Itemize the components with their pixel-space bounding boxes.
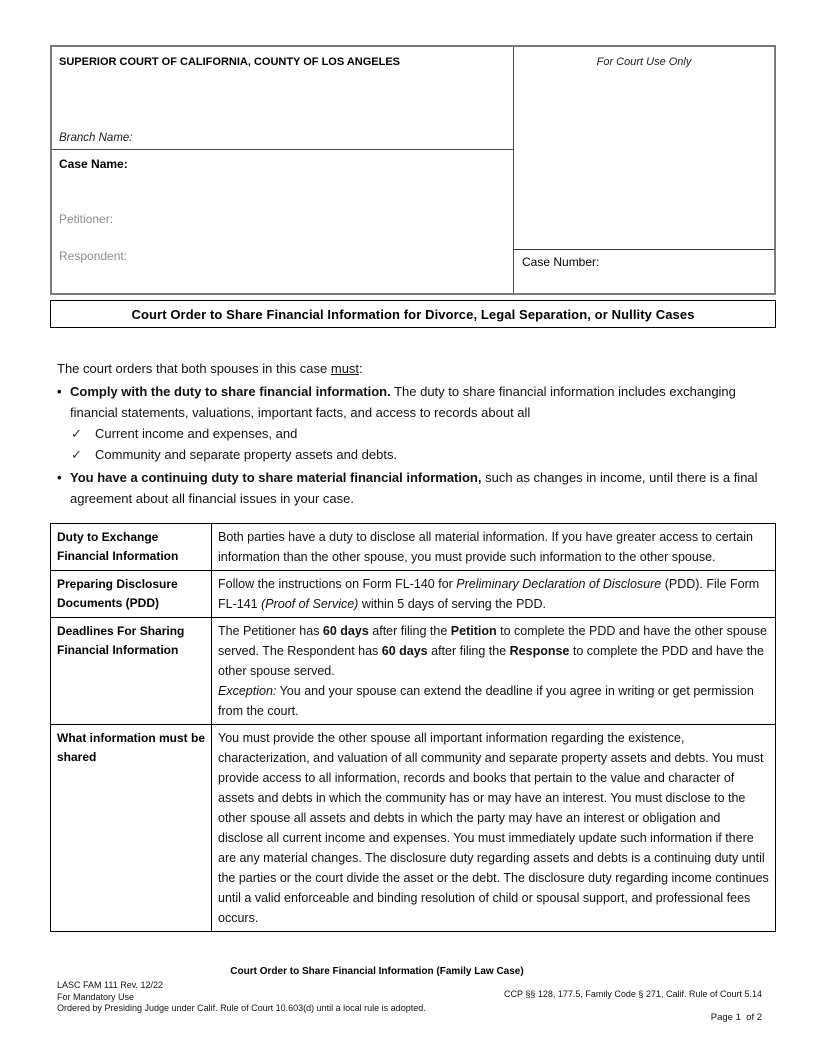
case-name-label: Case Name: — [59, 157, 128, 171]
case-number-field[interactable] — [614, 253, 768, 271]
court-orders-section — [57, 358, 765, 509]
text-segment: 60 days — [322, 624, 369, 638]
text-segment: (Proof of Service) — [261, 597, 359, 611]
case-number-label: Case Number: — [522, 255, 600, 269]
text-segment: such as changes in income, until there is a final agreement about all financial issues in your case. — [70, 470, 758, 506]
court-orders-list — [57, 381, 765, 509]
petitioner-field[interactable] — [132, 210, 505, 228]
form-title: Court Order to Share Financial Information for Divorce, Legal Separation, or Nullity Cases — [131, 306, 695, 322]
text-segment: Preliminary Declaration of Disclosure — [456, 577, 662, 591]
text-segment: 60 days — [381, 644, 428, 658]
bullet-icon: • — [57, 470, 62, 485]
info-row-label: What information must be shared — [51, 725, 212, 932]
text-segment: Follow the instructions on Form FL-140 for — [218, 577, 457, 591]
footer-doc-title: Court Order to Share Financial Information (Family Law Case) — [230, 966, 524, 977]
order-check-item — [71, 444, 765, 465]
info-row-content — [212, 571, 776, 618]
info-row-content — [212, 725, 776, 932]
info-paragraph — [218, 574, 769, 614]
info-table-row — [51, 618, 776, 725]
info-row-label: Preparing Disclosure Documents (PDD) — [51, 571, 212, 618]
text-segment: Response — [509, 644, 570, 658]
court-info-cell — [52, 47, 513, 150]
case-parties-cell — [52, 150, 513, 293]
respondent-field[interactable] — [142, 247, 505, 265]
respondent-label: Respondent: — [59, 249, 128, 263]
text-segment: Both parties have a duty to disclose all material information. If you have greater access to certain information than the other spouse, you must provide such information to the other spouse. — [218, 530, 753, 564]
text-segment: The court orders that both spouses in this case — [57, 361, 331, 376]
text-segment: within 5 days of serving the PDD. — [358, 597, 546, 611]
text-segment: The duty to share financial information includes exchanging financial statements, valuations, important facts, and access to records about all — [70, 384, 736, 420]
text-segment: must — [330, 361, 360, 376]
info-row-label: Deadlines For Sharing Financial Information — [51, 618, 212, 725]
text-segment: Petition — [450, 624, 497, 638]
text-segment: Comply with the duty to share financial information. — [70, 384, 391, 399]
order-bullet-text — [70, 381, 765, 423]
footer-form-info — [57, 980, 426, 1015]
header-left-column — [52, 47, 514, 293]
footer-info-line: Ordered by Presiding Judge under Calif. Rule of Court 10.603(d) until a local rule is adopted. — [57, 1003, 426, 1013]
court-use-only-cell — [514, 47, 774, 250]
footer-info-line: LASC FAM 111 Rev. 12/22 — [57, 980, 164, 990]
footer-info-line: For Mandatory Use — [57, 991, 135, 1002]
petitioner-label: Petitioner: — [59, 212, 114, 226]
court-name: SUPERIOR COURT OF CALIFORNIA, COUNTY OF LOS ANGELES — [59, 56, 401, 68]
order-bullet-item — [57, 467, 765, 509]
info-table-row — [51, 725, 776, 932]
info-row-label: Duty to Exchange Financial Information — [51, 524, 212, 571]
order-bullet-text — [70, 467, 765, 509]
order-check-text: Current income and expenses, and — [95, 426, 298, 441]
text-segment: Exception: — [218, 684, 277, 698]
text-segment: : — [359, 361, 363, 376]
order-check-text: Community and separate property assets and debts. — [95, 447, 398, 462]
order-bullet-item — [57, 381, 765, 423]
text-segment: after filing the — [427, 644, 510, 658]
info-table-row — [51, 571, 776, 618]
checkmark-icon: ✓ — [71, 426, 82, 441]
text-segment: You have a continuing duty to share material financial information, — [70, 470, 482, 485]
info-paragraph — [218, 728, 769, 928]
case-number-cell — [514, 250, 774, 293]
info-row-content — [212, 618, 776, 725]
branch-name-label: Branch Name: — [59, 132, 133, 144]
for-court-use-label: For Court Use Only — [596, 56, 692, 68]
footer-citation: CCP §§ 128, 177.5, Family Code § 271, Calif. Rule of Court 5.14 — [504, 989, 762, 999]
info-paragraph — [218, 527, 769, 567]
form-title-bar — [50, 300, 776, 328]
court-orders-intro — [57, 358, 765, 379]
info-table-row — [51, 524, 776, 571]
text-segment: after filing the — [368, 624, 451, 638]
text-segment: The Petitioner has — [218, 624, 323, 638]
text-segment: You and your spouse can extend the deadline if you agree in writing or get permission from the court. — [218, 684, 754, 718]
footer-page-number: Page 1 of 2 — [710, 1012, 762, 1023]
info-row-content — [212, 524, 776, 571]
text-segment: to complete the PDD and have the other spouse served. The Respondent has — [218, 624, 767, 658]
order-check-item — [71, 423, 765, 444]
branch-name-field[interactable] — [147, 131, 505, 147]
info-paragraph — [218, 681, 769, 721]
info-table — [50, 523, 776, 932]
case-name-field[interactable] — [142, 155, 505, 173]
text-segment: to complete the PDD and have the other spouse served. — [218, 644, 764, 678]
checkmark-icon: ✓ — [71, 447, 82, 462]
header-right-column — [514, 47, 774, 293]
caption-header-box — [50, 45, 776, 295]
info-table-body — [51, 524, 776, 932]
info-paragraph — [218, 621, 769, 681]
text-segment: (PDD). File Form FL-141 — [218, 577, 760, 611]
bullet-icon: • — [57, 384, 62, 399]
text-segment: You must provide the other spouse all important information regarding the existence, characterization, and valuation of all community and separate property assets and debts. You must provide access to all information, records and books that pertain to the value and character of assets and debts in which the community has or may have an interest. You must disclose to the other spouse all assets and debts in which the party may have an interest or obligation and disclose all current income and expenses. You must immediately update such information if there are any material changes. The disclosure duty regarding assets and debts is a continuing duty until the parties or the court divide the asset or the debt. The disclosure duty regarding income continues until a valid enforceable and binding resolution of child or spousal support, and professional fees occurs. — [218, 731, 769, 925]
